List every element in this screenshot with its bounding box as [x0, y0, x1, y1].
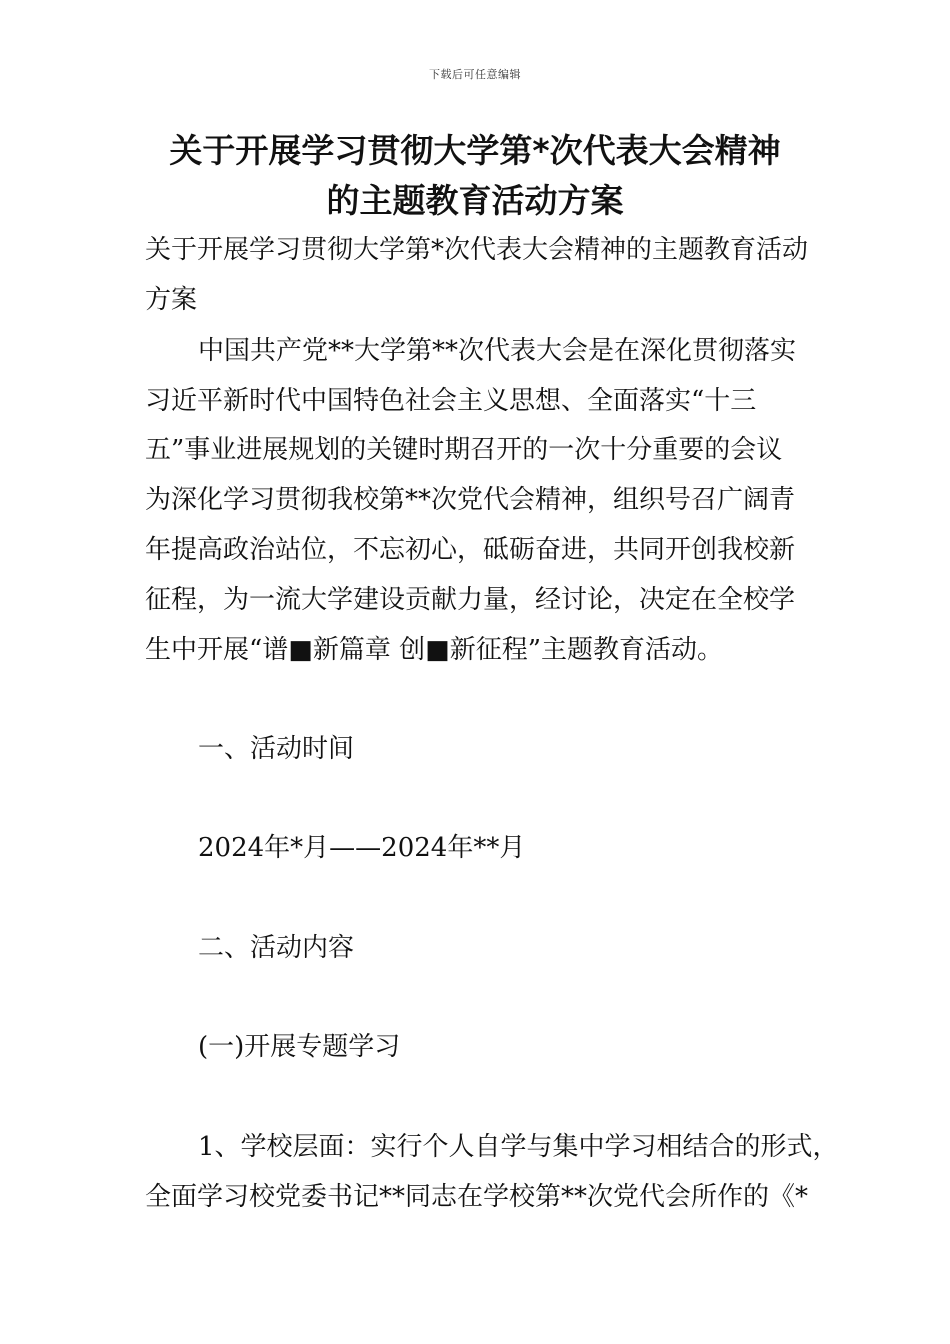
intro-line: 五”事业进展规划的关键时期召开的一次十分重要的会议: [145, 435, 783, 465]
intro-line: 中国共产党**大学第**次代表大会是在深化贯彻落实: [198, 336, 797, 366]
subtitle-line-2: 方案: [145, 285, 198, 315]
intro-line: 习近平新时代中国特色社会主义思想、全面落实“十三: [145, 386, 757, 416]
intro-line: 征程，为一流大学建设贡献力量，经讨论，决定在全校学: [145, 585, 796, 615]
section-1-heading: 一、活动时间: [198, 734, 355, 764]
subtitle-line-1: 关于开展学习贯彻大学第*次代表大会精神的主题教育活动: [145, 235, 809, 265]
section-2-item-1-line: 全面学习校党委书记**同志在学校第**次党代会所作的《*: [145, 1182, 809, 1212]
section-2-item-1-line: 1、学校层面：实行个人自学与集中学习相结合的形式，: [198, 1132, 839, 1162]
header-note: 下载后可任意编辑: [429, 68, 521, 81]
section-2-heading: 二、活动内容: [198, 933, 355, 963]
section-1-content: 2024年*月——2024年**月: [198, 833, 526, 863]
intro-line: 生中开展“谱■新篇章 创■新征程”主题教育活动。: [145, 635, 723, 665]
intro-line: 为深化学习贯彻我校第**次党代会精神，组织号召广阔青: [145, 485, 796, 515]
intro-line: 年提高政治站位，不忘初心，砥砺奋进，共同开创我校新: [145, 535, 796, 565]
document-title-line-2: 的主题教育活动方案: [326, 181, 624, 220]
document-title-line-1: 关于开展学习贯彻大学第*次代表大会精神: [169, 131, 781, 170]
section-2-sub-heading: (一)开展专题学习: [198, 1032, 401, 1062]
